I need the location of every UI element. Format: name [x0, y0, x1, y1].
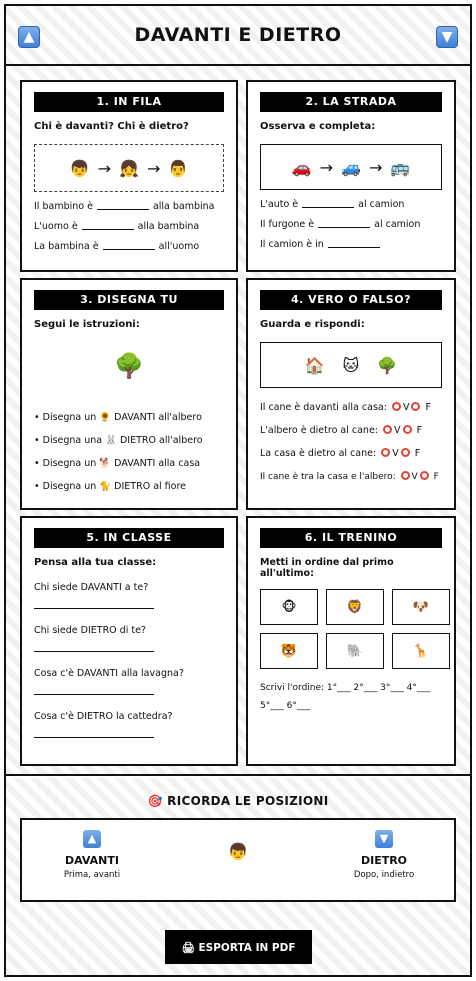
instruction-item: • Disegna un 🐈 DIETRO al fiore	[34, 481, 187, 492]
arrow-down-icon[interactable]: ▼	[436, 26, 458, 48]
order-line: 5°___ 6°___	[260, 701, 311, 711]
answer-line[interactable]	[34, 593, 154, 609]
truck-figure: 🚌	[390, 157, 411, 177]
remember-section	[6, 778, 470, 975]
animal-grid	[260, 589, 442, 669]
answer-blank[interactable]	[328, 247, 380, 248]
card-question: Guarda e rispondi:	[260, 319, 365, 330]
fill-line: Il camion è in	[260, 239, 442, 250]
card-title: 3. DISEGNA TU	[34, 290, 224, 310]
instruction-item: • Disegna una 🐰 DIETRO all'albero	[34, 435, 203, 446]
true-false-row: L'albero è dietro al cane: V F	[260, 425, 423, 436]
girl-figure: 👧	[119, 158, 139, 178]
instruction-item: • Disegna un 🌻 DAVANTI all'albero	[34, 412, 202, 423]
fill-line: Il furgone è al camion	[260, 219, 421, 230]
false-radio[interactable]	[420, 471, 429, 480]
true-radio[interactable]	[381, 448, 390, 457]
back-label: DIETRO	[360, 854, 408, 867]
fill-line: La bambina è all'uomo	[34, 241, 200, 252]
front-desc: Prima, avanti	[63, 870, 121, 880]
answer-line[interactable]	[34, 679, 154, 695]
tree-figure: 🌳	[377, 355, 398, 375]
arrow-right-icon: →	[146, 158, 161, 178]
card-question: Chi è davanti? Chi è dietro?	[34, 121, 189, 132]
true-false-row: Il cane è davanti alla casa: V F	[260, 402, 431, 413]
card-question: Metti in ordine dal primo all'ultimo:	[260, 557, 394, 579]
arrow-right-icon: →	[319, 157, 334, 177]
answer-blank[interactable]	[318, 227, 370, 228]
arrow-right-icon: →	[97, 158, 112, 178]
true-false-row: La casa è dietro al cane: V F	[260, 448, 421, 459]
true-radio[interactable]	[401, 471, 410, 480]
answer-blank[interactable]	[103, 249, 155, 250]
monkey-card[interactable]: 🐵	[260, 589, 318, 625]
remember-title: 🎯 RICORDA LE POSIZIONI	[147, 794, 329, 808]
exercise-in-fila	[20, 80, 238, 272]
arrow-up-icon[interactable]: ▲	[18, 26, 40, 48]
car-figure: 🚗	[291, 157, 312, 177]
queue-figures	[34, 144, 224, 192]
child-figure: 👦	[228, 842, 248, 861]
van-figure: 🚙	[341, 157, 361, 177]
exercise-il-trenino	[246, 516, 456, 766]
card-question: Osserva e completa:	[260, 121, 376, 132]
fill-line: L'uomo è alla bambina	[34, 221, 200, 232]
exercise-grid	[6, 66, 470, 776]
answer-line[interactable]	[34, 722, 154, 738]
exercise-la-strada	[246, 80, 456, 272]
card-question: Pensa alla tua classe:	[34, 557, 157, 568]
house-figure: 🏠	[304, 355, 325, 375]
class-question: Chi siede DAVANTI a te?	[34, 582, 149, 593]
fill-line: L'auto è al camion	[260, 199, 405, 210]
exercise-vero-o-falso	[246, 278, 456, 510]
page-title: DAVANTI E DIETRO	[134, 24, 342, 46]
true-radio[interactable]	[383, 425, 392, 434]
elephant-card[interactable]: 🐘	[326, 633, 384, 669]
scene-box	[260, 342, 442, 388]
answer-blank[interactable]	[97, 209, 149, 210]
true-radio[interactable]	[392, 402, 401, 411]
boy-figure: 👦	[69, 158, 90, 178]
arrow-down-icon: ▼	[375, 830, 393, 848]
positions-box	[20, 818, 456, 902]
false-radio[interactable]	[411, 402, 420, 411]
class-question: Cosa c'è DAVANTI alla lavagna?	[34, 668, 184, 679]
instruction-item: • Disegna un 🐕 DAVANTI alla casa	[34, 458, 201, 469]
lion-card[interactable]: 🦁	[326, 589, 384, 625]
front-label: DAVANTI	[65, 854, 119, 867]
answer-blank[interactable]	[82, 229, 134, 230]
tree-icon: 🌳	[114, 352, 144, 380]
arrow-right-icon: →	[368, 157, 383, 177]
front-column	[32, 830, 152, 880]
class-question: Chi siede DIETRO di te?	[34, 625, 146, 636]
answer-blank[interactable]	[302, 207, 354, 208]
true-false-row: Il cane è tra la casa e l'albero: V F	[260, 472, 439, 482]
tiger-card[interactable]: 🐯	[260, 633, 318, 669]
vehicle-row	[260, 144, 442, 190]
answer-line[interactable]	[34, 636, 154, 652]
order-line: Scrivi l'ordine: 1°___ 2°___ 3°___ 4°___	[260, 683, 431, 693]
back-desc: Dopo, indietro	[353, 870, 415, 880]
export-pdf-button[interactable]: 🖨 ESPORTA IN PDF	[165, 930, 312, 964]
card-title: 6. IL TRENINO	[260, 528, 442, 548]
worksheet-page	[4, 4, 472, 977]
header	[6, 6, 470, 66]
dog-card[interactable]: 🐶	[392, 589, 450, 625]
card-title: 5. IN CLASSE	[34, 528, 224, 548]
false-radio[interactable]	[401, 448, 410, 457]
giraffe-card[interactable]: 🦒	[392, 633, 450, 669]
class-question: Cosa c'è DIETRO la cattedra?	[34, 711, 173, 722]
false-radio[interactable]	[403, 425, 412, 434]
card-title: 4. VERO O FALSO?	[260, 290, 442, 310]
back-column	[324, 830, 444, 880]
man-figure: 👨	[168, 158, 189, 178]
card-question: Segui le istruzioni:	[34, 319, 140, 330]
fill-line: Il bambino è alla bambina	[34, 201, 215, 212]
cat-figure: 🐱	[342, 355, 360, 375]
exercise-disegna-tu	[20, 278, 238, 510]
exercise-in-classe	[20, 516, 238, 766]
card-title: 2. LA STRADA	[260, 92, 442, 112]
card-title: 1. IN FILA	[34, 92, 224, 112]
arrow-up-icon: ▲	[83, 830, 101, 848]
